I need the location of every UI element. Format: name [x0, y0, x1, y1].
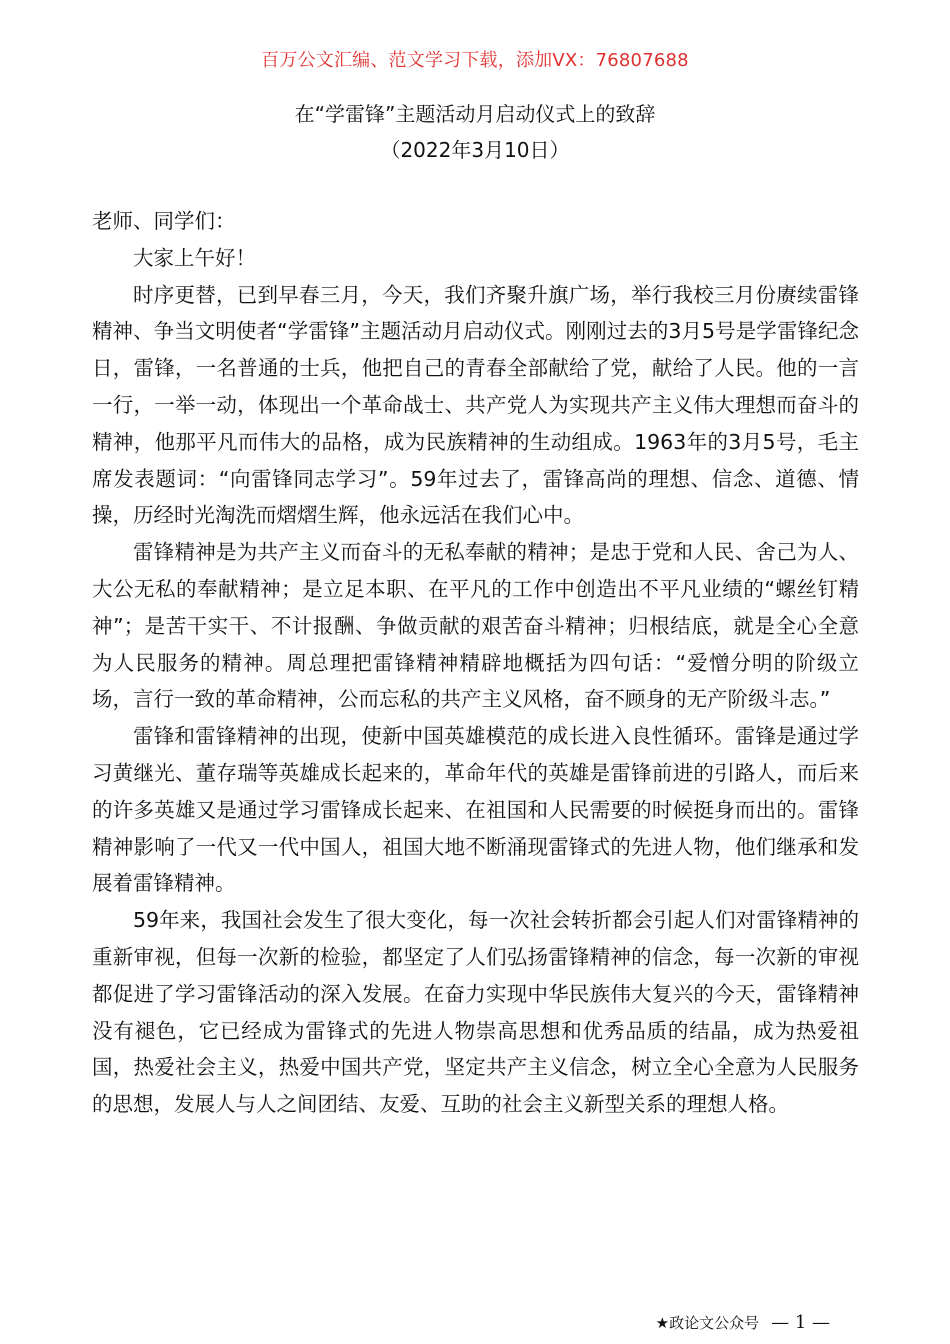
paragraph: 59年来，我国社会发生了很大变化，每一次社会转折都会引起人们对雷锋精神的重新审视，但每一次新的检验，都坚定了人们弘扬雷锋精神的信念，每一次新的审视都促进了学习雷锋活动的深入发展。在奋力实现中华民族伟大复兴的今天，雷锋精神没有褪色，它已经成为雷锋式的先进人物崇高思想和优秀品质的结晶，成为热爱祖国，热爱社会主义，热爱中国共产党，坚定共产主义信念，树立全心全意为人民服务的思想，发展人与人之间团结、友爱、互助的社会主义新型关系的理想人格。: [92, 908, 859, 1117]
document-date: （2022年3月10日）: [380, 138, 570, 162]
document-title: 在“学雷锋”主题活动月启动仪式上的致辞: [294, 102, 656, 126]
footer-source: ★政论文公众号: [655, 1314, 760, 1332]
paragraph: 雷锋和雷锋精神的出现，使新中国英雄模范的成长进入良性循环。雷锋是通过学习黄继光、董存瑞等英雄成长起来的，革命年代的英雄是雷锋前进的引路人，而后来的许多英雄又是通过学习雷锋成长起来、在祖国和人民需要的时候挺身而出的。雷锋精神影响了一代又一代中国人，祖国大地不断涌现雷锋式的先进人物，他们继承和发展着雷锋精神。: [92, 724, 859, 896]
paragraph: 时序更替，已到早春三月，今天，我们齐聚升旗广场，举行我校三月份赓续雷锋精神、争当文明使者“学雷锋”主题活动月启动仪式。刚刚过去的3月5号是学雷锋纪念日，雷锋，一名普通的士兵，他把自己的青春全部献给了党，献给了人民。他的一言一行，一举一动，体现出一个革命战士、共产党人为实现共产主义伟大理想而奋斗的精神，他那平凡而伟大的品格，成为民族精神的生动组成。1963年的3月5号，毛主席发表题词：“向雷锋同志学习”。59年过去了，雷锋高尚的理想、信念、道德、情操，历经时光淘洗而熠熠生辉，他永远活在我们心中。: [92, 282, 859, 528]
paragraph-greeting: 大家上午好！: [133, 245, 256, 270]
page-footer: [656, 1312, 830, 1334]
document-body: [92, 203, 859, 1123]
paragraph: 雷锋精神是为共产主义而奋斗的无私奉献的精神；是忠于党和人民、舍己为人、大公无私的奉献精神；是立足本职、在平凡的工作中创造出不平凡业绩的“螺丝钉精神”；是苦干实干、不计报酬、争做贡献的艰苦奋斗精神；归根结底，就是全心全意为人民服务的精神。周总理把雷锋精神精辟地概括为四句话：“爱憎分明的阶级立场，言行一致的革命精神，公而忘私的共产主义风格，奋不顾身的无产阶级斗志。”: [92, 540, 859, 712]
page-number: — 1 —: [771, 1312, 830, 1333]
watermark-banner: 百万公文汇编、范文学习下载，添加VX：76807688: [261, 50, 689, 71]
salutation: 老师、同学们：: [92, 209, 236, 233]
